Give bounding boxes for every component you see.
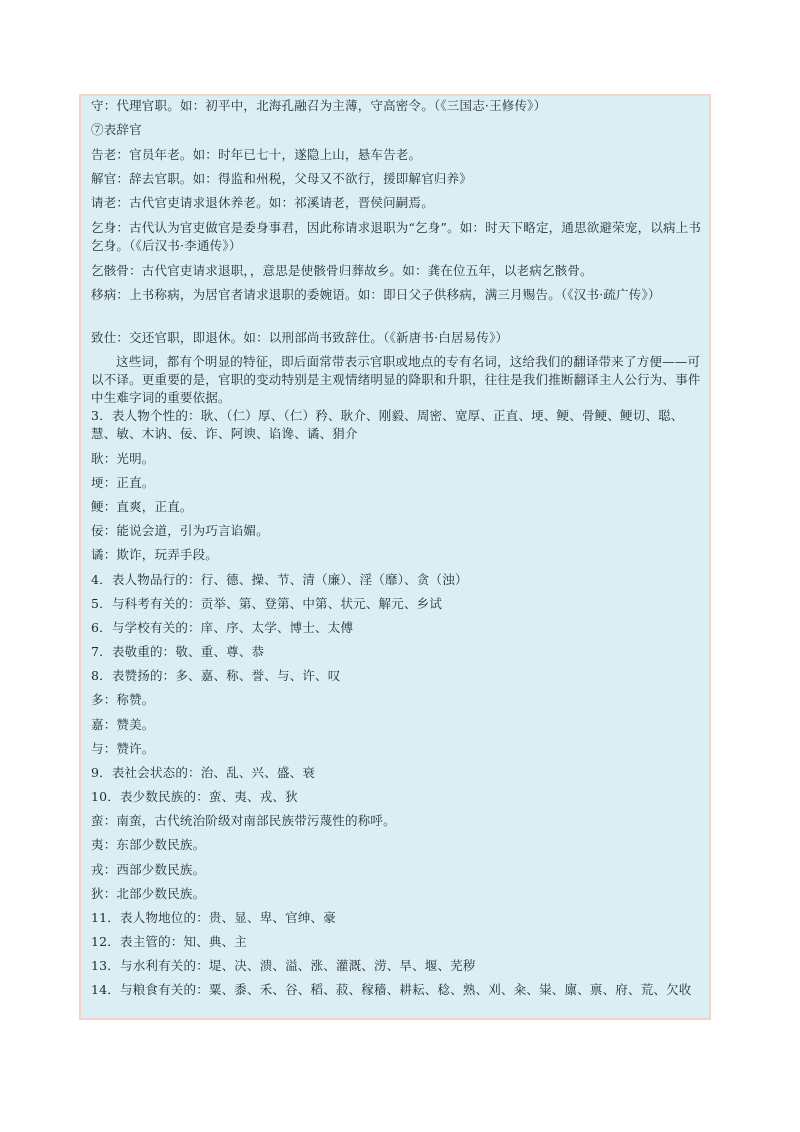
para-yibing: 移病：上书称病，为居官者请求退职的委婉语。如：即日父子供移病，满三月赐告。（《汉书·疏广传》） (91, 287, 661, 302)
para-summary: 这些词，都有个明显的特征，即后面常带表示官职或地点的专有名词，这给我们的翻译带来了方便——可以不译。更重要的是，官职的变动特别是主观情绪明显的降职和升职，往往是我们推断翻译主人公行为、事件中生难字词的重要依据。 (91, 354, 701, 405)
def-jia: 嘉：赞美。 (91, 717, 155, 732)
item-12-manage: 12．表主管的：知、典、主 (91, 934, 248, 949)
item-7-respect: 7．表敬重的：敬、重、尊、恭 (91, 644, 265, 659)
document-panel (79, 94, 711, 1020)
def-geng: 耿：光明。 (91, 451, 155, 466)
item-14-grain: 14．与粮食有关的：粟、黍、禾、谷、稻、菽、稼穑、耕耘、稔、熟、刈、籴、粜、廪、禀、府、荒、欠收 (91, 982, 692, 997)
para-zhishi: 致仕：交还官职，即退休。如：以刑部尚书致辞仕。（《新唐书·白居易传》） (91, 330, 509, 345)
item-4-conduct: 4．表人物品行的：行、德、操、节、清（廉）、淫（靡）、贪（浊） (91, 572, 468, 587)
item-11-status: 11．表人物地位的：贵、显、卑、官绅、豪 (91, 910, 336, 925)
def-yu: 与：赞许。 (91, 741, 155, 756)
item-6-school: 6．与学校有关的：庠、序、太学、博士、太傅 (91, 620, 354, 635)
item-5-exam: 5．与科考有关的：贡举、第、登第、中第、状元、解元、乡试 (91, 596, 443, 611)
def-man: 蛮：南蛮，古代统治阶级对南部民族带污蔑性的称呼。 (91, 813, 396, 828)
para-qishen: 乞身：古代认为官吏做官是委身事君，因此称请求退职为“乞身”。如：时天下略定，通思欲避荣宠，以病上书乞身。（《后汉书·李通传》） (91, 220, 702, 253)
item-3-personality: 3．表人物个性的：耿、（仁）厚、（仁）矜、耿介、刚毅、周密、宽厚、正直、埂、鲠、骨鲠、鲠切、聪、慧、敏、木讷、佞、诈、阿谀、谄谗、谲、狷介 (91, 408, 684, 441)
para-jieguan: 解官：辞去官职。如：得监和州税，父母又不欲行，援即解官归养》 (91, 171, 473, 186)
para-qinglao: 请老：古代官吏请求退休养老。如：祁溪请老，晋侯问嗣焉。 (91, 195, 434, 210)
item-8-praise: 8．表赞扬的：多、嘉、称、誉、与、许、叹 (91, 668, 341, 683)
def-ning: 佞：能说会道，引为巧言谄媚。 (91, 523, 269, 538)
item-9-society: 9．表社会状态的：治、乱、兴、盛、衰 (91, 765, 316, 780)
item-13-water: 13．与水利有关的：堤、决、溃、溢、涨、灌溉、涝、旱、堰、芜秽 (91, 958, 476, 973)
item-10-minorities: 10．表少数民族的：蛮、夷、戎、狄 (91, 789, 298, 804)
para-qihaigu: 乞骸骨：古代官吏请求退职，，意思是使骸骨归葬故乡。如：龚在位五年，以老病乞骸骨。 (91, 263, 593, 278)
def-di: 狄：北部少数民族。 (91, 886, 206, 901)
section-heading-resign: ⑦表辞官 (91, 122, 142, 137)
def-jue: 谲：欺诈，玩弄手段。 (91, 547, 219, 562)
def-duo: 多：称赞。 (91, 692, 155, 707)
def-rong: 戎：西部少数民族。 (91, 862, 206, 877)
def-geng3: 鲠：直爽，正直。 (91, 499, 193, 514)
def-yi: 夷：东部少数民族。 (91, 837, 206, 852)
para-shou: 守：代理官职。如：初平中，北海孔融召为主薄，守高密令。（《三国志·王修传》） (91, 98, 547, 113)
def-geng2: 埂：正直。 (91, 475, 155, 490)
para-gaolao: 告老：官员年老。如：时年已七十，遂隐上山，悬车告老。 (91, 147, 422, 162)
